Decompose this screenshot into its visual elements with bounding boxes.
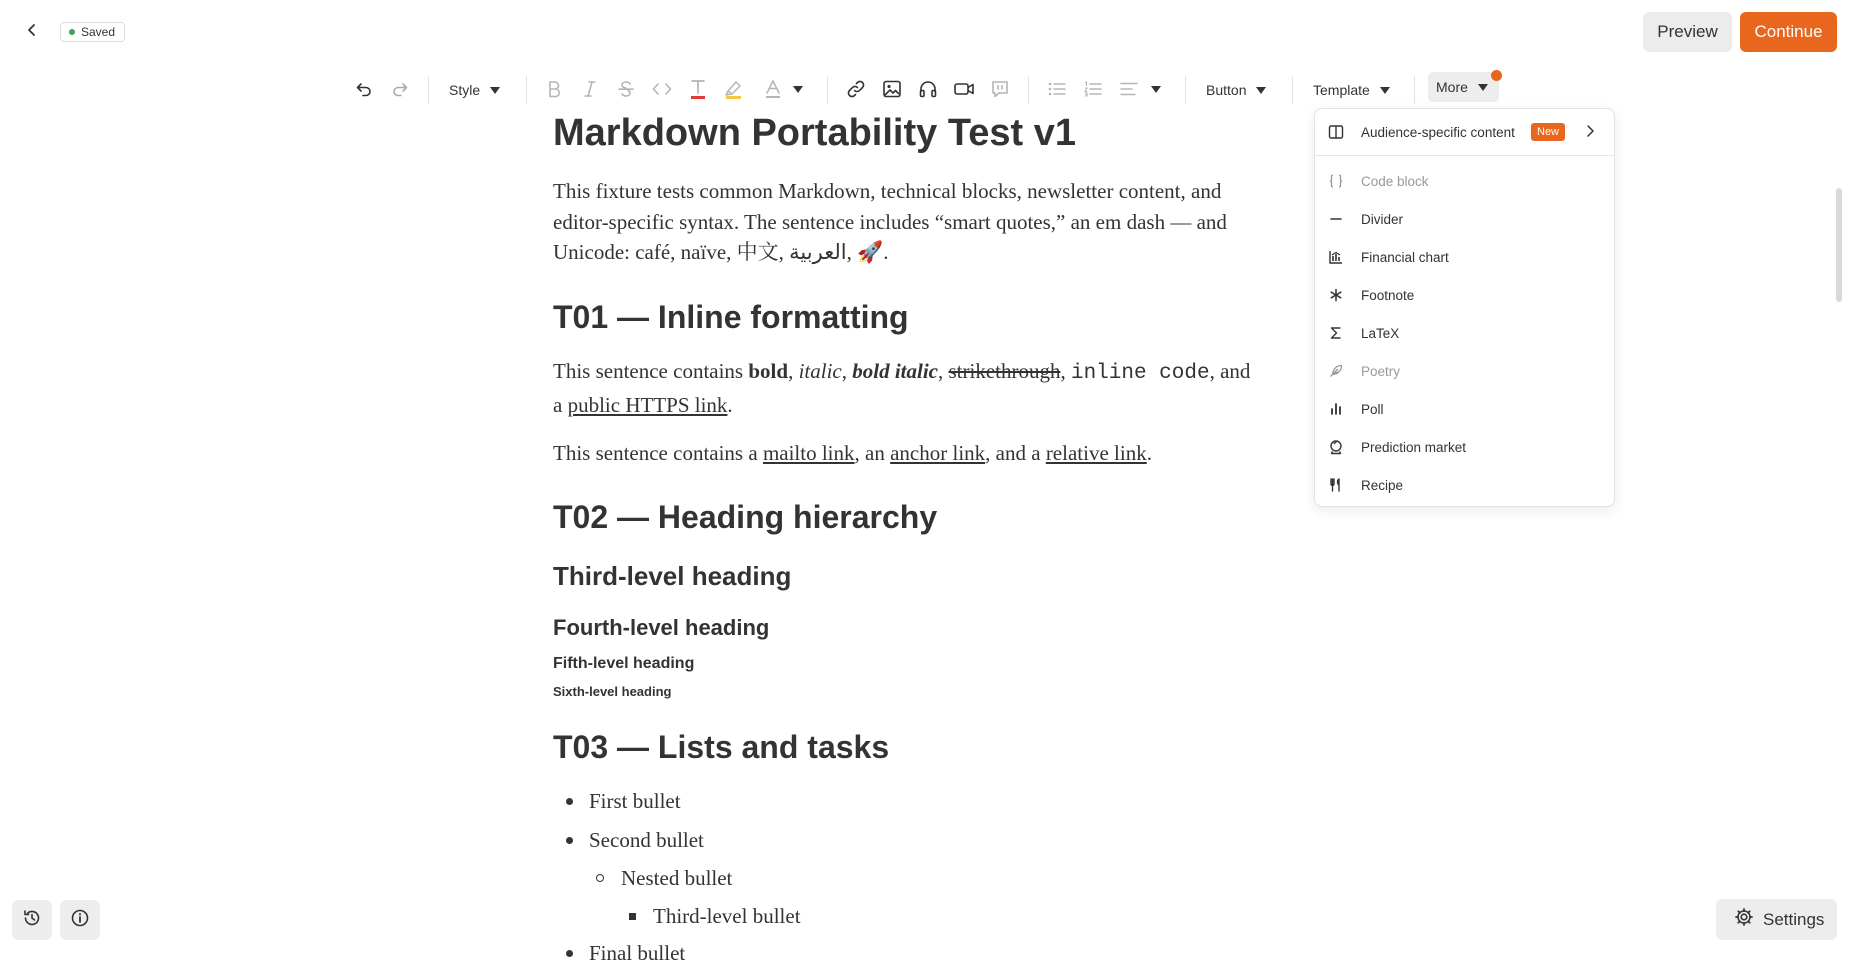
list-item-text: Nested bullet bbox=[621, 865, 733, 890]
comment-icon[interactable] bbox=[987, 76, 1013, 102]
highlight-icon[interactable] bbox=[721, 76, 747, 102]
bold-icon[interactable] bbox=[541, 76, 567, 102]
strikethrough-text: strikethrough bbox=[948, 359, 1061, 383]
settings-label: Settings bbox=[1763, 909, 1825, 929]
gear-icon bbox=[1734, 907, 1754, 932]
font-color-icon[interactable] bbox=[760, 76, 786, 102]
menu-item-divider[interactable] bbox=[1315, 202, 1614, 236]
bold-text: bold bbox=[748, 359, 789, 383]
notification-dot bbox=[1491, 70, 1502, 81]
settings-button[interactable] bbox=[1716, 899, 1837, 940]
list-item[interactable] bbox=[553, 938, 685, 968]
italic-icon[interactable] bbox=[577, 76, 603, 102]
chevron-left-icon bbox=[25, 23, 39, 42]
caret-down-icon[interactable] bbox=[785, 76, 811, 102]
style-dropdown[interactable] bbox=[449, 78, 500, 102]
heading-level-5[interactable]: Fifth-level heading bbox=[553, 655, 695, 672]
menu-item-label: Divider bbox=[1361, 211, 1404, 227]
code-icon[interactable] bbox=[649, 76, 675, 102]
section-heading-t02[interactable]: T02 — Heading hierarchy bbox=[553, 499, 938, 535]
crystal-ball-icon bbox=[1327, 438, 1345, 456]
heading-level-3[interactable]: Third-level heading bbox=[553, 561, 792, 591]
text-run: , an bbox=[854, 441, 891, 465]
text-color-icon[interactable] bbox=[685, 76, 711, 102]
caret-down-icon bbox=[1478, 84, 1488, 91]
strikethrough-icon[interactable] bbox=[613, 76, 639, 102]
list-item-text: Final bullet bbox=[589, 940, 686, 965]
list-item-nested[interactable] bbox=[553, 901, 801, 931]
caret-down-icon bbox=[1380, 87, 1390, 94]
history-button[interactable] bbox=[12, 900, 52, 940]
vertical-scrollbar[interactable] bbox=[1836, 188, 1842, 302]
menu-item-poetry[interactable] bbox=[1315, 354, 1614, 388]
saved-status-label: Saved bbox=[81, 25, 116, 39]
inline-formatting-paragraph[interactable] bbox=[553, 356, 1253, 420]
more-dropdown-label: More bbox=[1436, 79, 1468, 95]
caret-down-icon bbox=[490, 87, 500, 94]
menu-item-recipe[interactable] bbox=[1315, 468, 1614, 502]
style-dropdown-label: Style bbox=[449, 82, 481, 98]
heading-level-4[interactable]: Fourth-level heading bbox=[553, 615, 770, 640]
text-run: , and a bbox=[985, 441, 1046, 465]
bullet-square bbox=[629, 913, 636, 920]
menu-item-footnote[interactable] bbox=[1315, 278, 1614, 312]
mailto-link[interactable]: mailto link bbox=[762, 441, 855, 465]
template-dropdown[interactable] bbox=[1313, 78, 1390, 102]
info-icon bbox=[70, 908, 90, 933]
bold-italic-text: bold italic bbox=[852, 359, 938, 383]
columns-icon bbox=[1327, 123, 1345, 141]
menu-item-label: LaTeX bbox=[1361, 325, 1400, 341]
bullet-disc bbox=[566, 798, 573, 805]
menu-item-label: Poetry bbox=[1361, 363, 1401, 379]
document-title[interactable]: Markdown Portability Test v1 bbox=[553, 112, 1076, 154]
menu-item-poll[interactable] bbox=[1315, 392, 1614, 426]
text-run: This sentence contains bbox=[553, 359, 749, 383]
new-badge: New bbox=[1531, 123, 1565, 141]
caret-down-icon[interactable] bbox=[1143, 76, 1169, 102]
button-dropdown[interactable] bbox=[1206, 78, 1266, 102]
public-https-link[interactable]: public HTTPS link bbox=[567, 392, 728, 417]
relative-link[interactable]: relative link bbox=[1045, 441, 1147, 465]
menu-item-latex[interactable] bbox=[1315, 316, 1614, 350]
braces-icon bbox=[1327, 172, 1345, 190]
chevron-right-icon bbox=[1585, 124, 1595, 141]
feather-icon bbox=[1327, 362, 1345, 380]
redo-icon[interactable] bbox=[387, 76, 413, 102]
history-icon bbox=[22, 908, 42, 933]
button-dropdown-label: Button bbox=[1206, 82, 1247, 98]
menu-item-audience-specific-content[interactable] bbox=[1315, 109, 1614, 155]
text-run: , and a bbox=[553, 359, 1251, 417]
list-item-text: First bullet bbox=[589, 788, 681, 813]
menu-item-label: Recipe bbox=[1361, 477, 1404, 493]
menu-item-prediction-market[interactable] bbox=[1315, 430, 1614, 464]
toolbar-divider bbox=[428, 76, 429, 104]
back-button[interactable] bbox=[18, 18, 46, 46]
list-item-text: Second bullet bbox=[589, 827, 704, 852]
toolbar-divider bbox=[827, 76, 828, 104]
sigma-icon bbox=[1327, 324, 1345, 342]
list-item[interactable] bbox=[553, 786, 681, 816]
continue-button[interactable]: Continue bbox=[1740, 12, 1837, 52]
more-menu bbox=[1314, 108, 1615, 507]
bullet-circle bbox=[596, 874, 604, 882]
video-icon[interactable] bbox=[951, 76, 977, 102]
inline-code: inline code bbox=[1070, 362, 1210, 385]
list-item-nested[interactable] bbox=[553, 863, 732, 893]
links-paragraph[interactable] bbox=[553, 438, 1253, 469]
template-dropdown-label: Template bbox=[1313, 82, 1370, 98]
text-run: This sentence contains a bbox=[553, 441, 763, 465]
align-icon[interactable] bbox=[1116, 76, 1142, 102]
menu-item-label: Audience-specific content bbox=[1361, 124, 1515, 140]
list-item[interactable] bbox=[553, 825, 704, 855]
audio-icon[interactable] bbox=[915, 76, 941, 102]
info-button[interactable] bbox=[60, 900, 100, 940]
numbered-list-icon[interactable] bbox=[1080, 76, 1106, 102]
section-heading-t01[interactable]: T01 — Inline formatting bbox=[553, 299, 909, 335]
toolbar-divider bbox=[1028, 76, 1029, 104]
menu-item-label: Prediction market bbox=[1361, 439, 1467, 455]
italic-text: italic bbox=[798, 359, 842, 383]
more-dropdown[interactable] bbox=[1428, 72, 1499, 102]
text-run: , bbox=[1060, 359, 1071, 383]
toolbar-divider bbox=[1185, 76, 1186, 104]
menu-item-label: Financial chart bbox=[1361, 249, 1449, 265]
menu-item-code-block[interactable] bbox=[1315, 164, 1614, 198]
link-icon[interactable] bbox=[843, 76, 869, 102]
text-run: . bbox=[727, 392, 733, 417]
text-run: , bbox=[788, 359, 799, 383]
heading-level-6[interactable]: Sixth-level heading bbox=[553, 684, 672, 699]
bullet-disc bbox=[566, 837, 573, 844]
toolbar-divider bbox=[1414, 76, 1415, 104]
menu-divider bbox=[1315, 155, 1614, 156]
minus-icon bbox=[1327, 210, 1345, 228]
menu-item-label: Code block bbox=[1361, 173, 1429, 189]
undo-icon[interactable] bbox=[351, 76, 377, 102]
menu-item-label: Footnote bbox=[1361, 287, 1415, 303]
poll-icon bbox=[1327, 400, 1345, 418]
text-run: . bbox=[1146, 441, 1152, 465]
preview-button[interactable]: Preview bbox=[1643, 12, 1732, 52]
list-item-text: Third-level bullet bbox=[653, 903, 801, 928]
intro-paragraph[interactable]: This fixture tests common Markdown, technical blocks, newsletter content, and editor-specific syntax. The sentence includes “smart quotes,” an em dash — and Unicode: café, naïve, 中文, العربية, 🚀. bbox=[553, 179, 1227, 264]
editor-toolbar bbox=[0, 64, 1849, 112]
utensils-icon bbox=[1327, 476, 1345, 494]
text-run: , bbox=[841, 359, 853, 383]
image-icon[interactable] bbox=[879, 76, 905, 102]
bullet-disc bbox=[566, 950, 573, 957]
top-bar bbox=[0, 0, 1849, 64]
menu-item-label: Poll bbox=[1361, 401, 1384, 417]
bullet-list-icon[interactable] bbox=[1044, 76, 1070, 102]
text-run: , bbox=[937, 359, 949, 383]
saved-status-dot bbox=[69, 29, 75, 35]
chart-icon bbox=[1327, 248, 1345, 266]
asterisk-icon bbox=[1327, 286, 1345, 304]
toolbar-divider bbox=[526, 76, 527, 104]
anchor-link[interactable]: anchor link bbox=[890, 441, 986, 465]
caret-down-icon bbox=[1256, 87, 1266, 94]
menu-item-financial-chart[interactable] bbox=[1315, 240, 1614, 274]
section-heading-t03[interactable]: T03 — Lists and tasks bbox=[553, 729, 890, 765]
toolbar-divider bbox=[1292, 76, 1293, 104]
saved-status-badge bbox=[60, 22, 125, 42]
